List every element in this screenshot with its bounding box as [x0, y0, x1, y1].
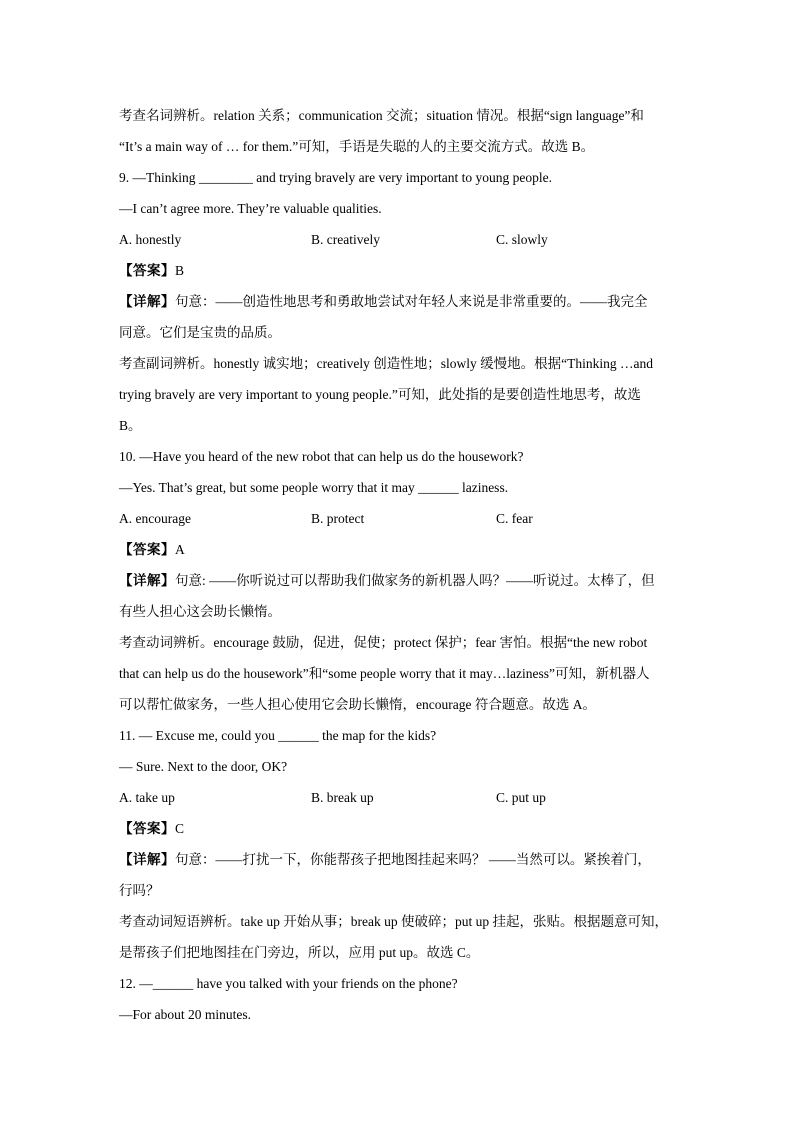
detail-text: 考查动词辨析。encourage 鼓励，促进，促使；protect 保护；fear 害怕。根据“the new robot — [119, 635, 648, 650]
detail-text: 同意。它们是宝贵的品质。 — [119, 325, 281, 340]
detail-text: 行吗？ — [119, 883, 160, 898]
detail-label: 【详解】 — [119, 852, 175, 867]
answer-label: 【答案】 — [119, 821, 175, 836]
detail-label: 【详解】 — [119, 573, 175, 588]
text-line: “It’s a main way of … for them.”可知，手语是失聪的人的主要交流方式。故选 B。 — [119, 139, 595, 154]
question-stem: 10. —Have you heard of the new robot that can help us do the housework? — [119, 449, 524, 464]
answer-line — [119, 255, 679, 286]
question-stem: 11. — Excuse me, could you ______ the map for the kids? — [119, 728, 437, 743]
question-block — [119, 441, 679, 720]
detail-label: 【详解】 — [119, 294, 175, 309]
answer-label: 【答案】 — [119, 263, 175, 278]
text-line: 考查名词辨析。relation 关系；communication 交流；situation 情况。根据“sign language”和 — [119, 108, 644, 123]
detail-text: 考查副词辨析。honestly 诚实地；creatively 创造性地；slowly 缓慢地。根据“Thinking …and — [119, 356, 653, 371]
question-stem: 12. —______ have you talked with your friends on the phone? — [119, 976, 458, 991]
question-stem: 9. —Thinking ________ and trying bravely are very important to young people. — [119, 170, 553, 185]
option-a: A. honestly — [119, 232, 182, 247]
question-block — [119, 162, 679, 441]
question-reply: —For about 20 minutes. — [119, 1007, 251, 1022]
answer-line — [119, 534, 679, 565]
options-row — [119, 224, 679, 255]
answer-line — [119, 813, 679, 844]
question-reply: —Yes. That’s great, but some people worry that it may ______ laziness. — [119, 480, 509, 495]
option-c: C. slowly — [496, 232, 548, 247]
detail-text: trying bravely are very important to young people.”可知，此处指的是要创造性地思考，故选 — [119, 387, 641, 402]
options-row — [119, 503, 679, 534]
detail-text: B。 — [119, 418, 142, 433]
question-block — [119, 720, 679, 968]
option-b: B. creatively — [311, 232, 380, 247]
document-page — [119, 100, 679, 1030]
detail-text: 有些人担心这会助长懒惰。 — [119, 604, 281, 619]
option-a: A. encourage — [119, 511, 191, 526]
option-b: B. break up — [311, 790, 374, 805]
detail-line — [119, 286, 679, 317]
option-c: C. put up — [496, 790, 546, 805]
answer-value: C — [175, 821, 185, 836]
option-c: C. fear — [496, 511, 533, 526]
detail-line — [119, 844, 679, 875]
question-reply: —I can’t agree more. They’re valuable qualities. — [119, 201, 382, 216]
detail-text: 可以帮忙做家务，一些人担心使用它会助长懒惰，encourage 符合题意。故选 A。 — [119, 697, 596, 712]
detail-text: 句意：——打扰一下，你能帮孩子把地图挂起来吗？ ——当然可以。紧挨着门， — [175, 852, 651, 867]
answer-value: A — [175, 542, 185, 557]
question-block — [119, 968, 679, 1030]
detail-text: 考查动词短语辨析。take up 开始从事；break up 使破碎；put up 挂起，张贴。根据题意可知， — [119, 914, 668, 929]
detail-text: 句意：——创造性地思考和勇敢地尝试对年轻人来说是非常重要的。——我完全 — [175, 294, 648, 309]
option-b: B. protect — [311, 511, 365, 526]
detail-text: 句意: ——你听说过可以帮助我们做家务的新机器人吗？——听说过。太棒了，但 — [175, 573, 655, 588]
detail-line — [119, 565, 679, 596]
question-reply: — Sure. Next to the door, OK? — [119, 759, 288, 774]
options-row — [119, 782, 679, 813]
detail-text: that can help us do the housework”和“some people worry that it may…laziness”可知，新机器人 — [119, 666, 650, 681]
answer-label: 【答案】 — [119, 542, 175, 557]
option-a: A. take up — [119, 790, 175, 805]
detail-text: 是帮孩子们把地图挂在门旁边，所以，应用 put up。故选 C。 — [119, 945, 480, 960]
answer-value: B — [175, 263, 185, 278]
